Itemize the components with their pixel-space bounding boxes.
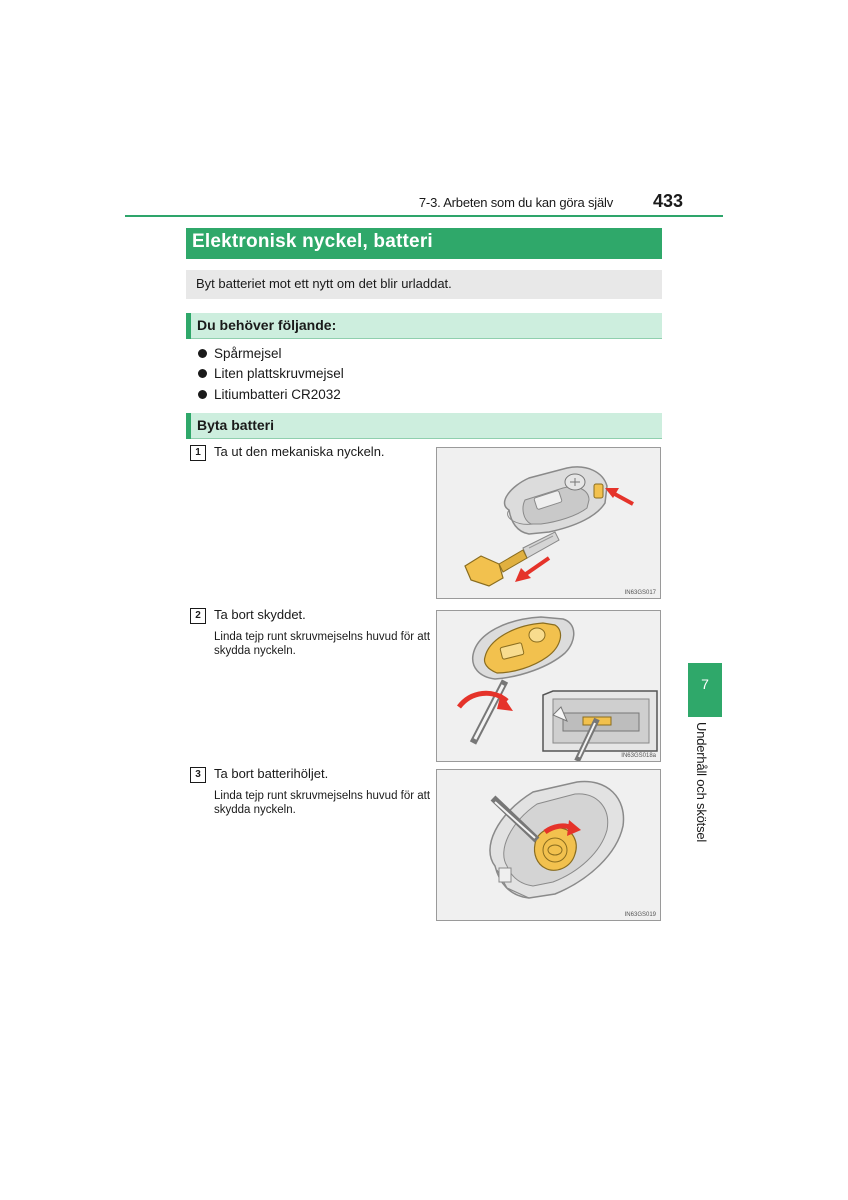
needs-heading-bar [186,313,662,339]
key-fob-cover-removal-illustration [437,611,661,762]
battery-cover-removal-illustration [437,770,661,921]
bullet-icon [198,390,207,399]
figure-code: IN63GS017 [624,590,656,596]
intro-box [186,270,662,299]
chapter-title: 7-3. Arbeten som du kan göra själv [418,195,613,210]
bullet-icon [198,349,207,358]
section-title-bar [186,228,662,259]
step-number: 2 [190,608,206,624]
figure-remove-battery-cover [436,769,661,921]
list-item [198,384,344,405]
step-text: Ta ut den mekaniska nyckeln. [214,444,385,459]
step-number: 3 [190,767,206,783]
running-header [300,193,683,215]
heading-accent [186,313,191,339]
header-rule [125,215,723,217]
section-title: Elektronisk nyckel, batteri [192,231,433,252]
procedure-heading-bar [186,413,662,439]
page-number: 433 [652,191,683,211]
step-note: Linda tejp runt skruvmejselns huvud för att skydda nyckeln. [214,790,431,816]
intro-text: Byt batteriet mot ett nytt om det blir urladdat. [196,276,452,291]
step-text: Ta bort batterihöljet. [214,766,329,781]
chapter-tab-number: 7 [701,676,709,692]
figure-remove-cover [436,610,661,762]
needs-list [198,343,344,405]
list-item [198,364,344,385]
chapter-side-tab [688,663,722,717]
figure-remove-mechanical-key [436,447,661,599]
procedure-heading: Byta batteri [197,417,275,433]
list-item-label: Litiumbatteri CR2032 [214,386,341,402]
step-number: 1 [190,445,206,461]
bullet-icon [198,369,207,378]
list-item-label: Liten plattskruvmejsel [214,366,344,382]
figure-code: IN63GS019 [624,912,656,918]
step-text: Ta bort skyddet. [214,607,306,622]
chapter-side-label: Underhåll och skötsel [694,722,709,843]
heading-accent [186,413,191,439]
step-note: Linda tejp runt skruvmejselns huvud för att skydda nyckeln. [214,631,431,657]
list-item-label: Spårmejsel [214,345,282,361]
list-item [198,343,344,364]
needs-heading: Du behöver följande: [197,317,337,333]
key-fob-mechanical-key-illustration [437,448,661,599]
figure-code: IN63GS018a [621,753,656,759]
